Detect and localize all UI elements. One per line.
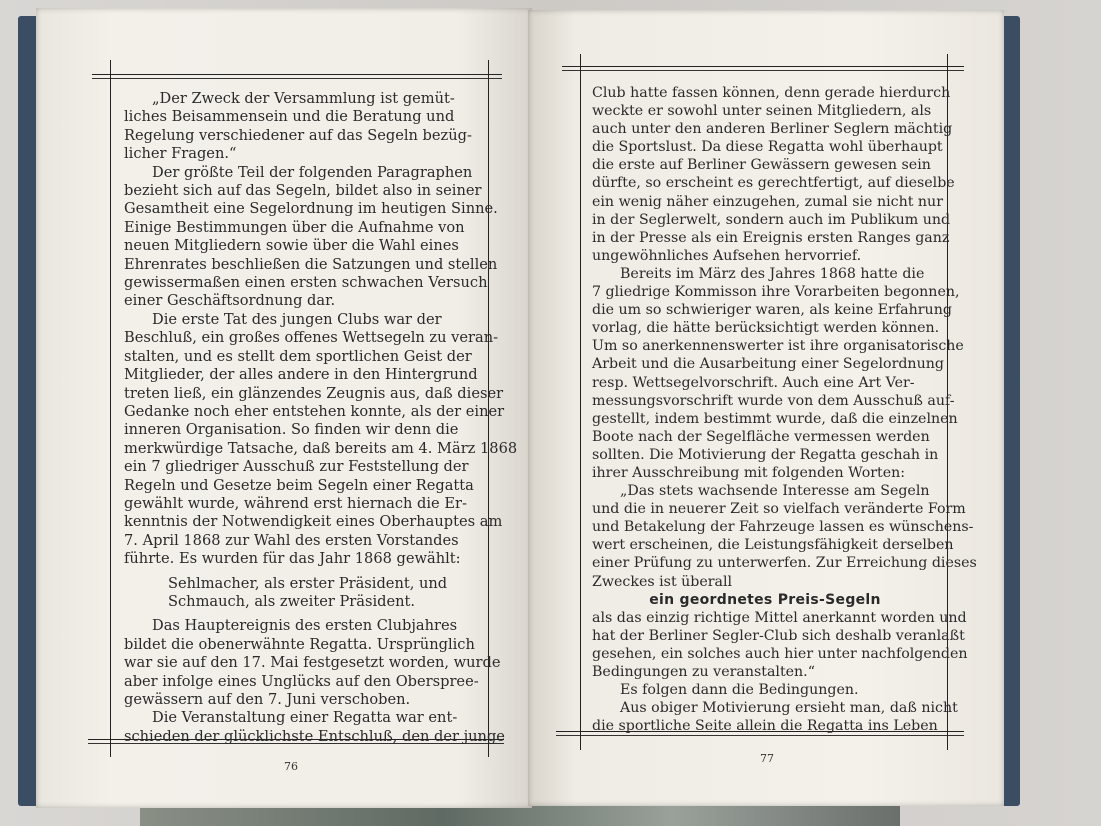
text-line: inneren Organisation. So finden wir denn die [124,421,459,439]
text-line: gestellt, indem bestimmt wurde, daß die einzelnen [592,410,958,427]
text-line: liches Beisammensein und die Beratung und [124,108,455,126]
text-line: treten ließ, ein glänzendes Zeugnis aus, daß dieser [124,384,504,402]
page-number-left: 76 [284,760,298,773]
text-line: „Das stets wachsende Interesse am Segeln [620,483,930,500]
text-line: Sehlmacher, als erster Präsident, und [168,574,448,592]
text-line: schieden der glücklichste Entschluß, den der junge [124,727,505,745]
text-line: Mitglieder, der alles andere in den Hintergrund [124,366,478,384]
text-line: Um so anerkennenswerter ist ihre organisatorische [592,338,964,355]
text-line: Es folgen dann die Bedingungen. [620,682,859,699]
text-line: Einige Bestimmungen über die Aufnahme von [124,218,465,236]
text-line: Club hatte fassen können, denn gerade hierdurch [592,85,951,101]
text-line: „Der Zweck der Versammlung ist gemüt- [152,90,455,107]
text-line: hat der Berliner Segler-Club sich deshalb veranlaßt [592,627,965,644]
text-line: Regelung verschiedener auf das Segeln bezüg- [124,126,472,144]
text-line: aber infolge eines Unglücks auf den Oberspree- [124,672,479,690]
page-number-right: 77 [760,752,774,765]
text-line: bezieht sich auf das Segeln, bildet also in seiner [124,182,482,200]
text-line: Beschluß, ein großes offenes Wettsegeln zu veran- [124,329,499,347]
text-line: ein 7 gliedriger Ausschuß zur Feststellung der [124,458,469,476]
text-line: die um so schwieriger waren, als keine Erfahrung [592,302,952,319]
text-line: war sie auf den 17. Mai festgesetzt worden, wurde [124,654,501,672]
text-line: Bereits im März des Jahres 1868 hatte die [620,265,925,282]
text-line: dürfte, so erscheint es gerechtfertigt, auf dieselbe [592,175,955,192]
text-line: die Sportslust. Da diese Regatta wohl überhaupt [592,139,943,156]
text-line: gewissermaßen einen ersten schwachen Versuch [124,274,488,292]
text-line: Regeln und Gesetze beim Segeln einer Regatta [124,476,474,494]
text-line: Die erste Tat des jungen Clubs war der [152,310,442,328]
text-line: auch unter den anderen Berliner Seglern mächtig [592,121,953,138]
text-line: Die Veranstaltung einer Regatta war ent- [152,709,458,727]
text-line: bildet die obenerwähnte Regatta. Ursprünglich [124,635,475,653]
emphasized-heading: ein geordnetes Preis-Segeln [649,591,881,608]
text-line: und die in neuerer Zeit so vielfach veränderte Form [592,501,966,518]
text-line: messungsvorschrift wurde von dem Ausschuß auf- [592,392,955,409]
text-line: einer Prüfung zu unterwerfen. Zur Erreichung dieses [592,555,977,572]
text-line: gewählt wurde, während erst hiernach die Er- [124,494,467,512]
text-line: merkwürdige Tatsache, daß bereits am 4. März 1868 [124,439,518,457]
text-line: und Betakelung der Fahrzeuge lassen es wünschens- [592,519,974,536]
text-line: die erste auf Berliner Gewässern gewesen sein [592,157,931,174]
text-line: ungewöhnliches Aufsehen hervorrief. [592,247,862,264]
text-line: führte. Es wurden für das Jahr 1868 gewählt: [124,550,461,568]
text-line: Ehrenrates beschließen die Satzungen und stellen [124,255,498,273]
text-line: 7 gliedrige Kommisson ihre Vorarbeiten begonnen, [592,284,960,301]
text-line: neuen Mitgliedern sowie über die Wahl eines [124,237,459,255]
text-line: resp. Wettsegelvorschrift. Auch eine Art Ver- [592,374,915,391]
text-line: sollten. Die Motivierung der Regatta geschah in [592,446,939,463]
text-line: Das Hauptereignis des ersten Clubjahres [152,617,458,635]
text-line: Gedanke noch eher entstehen konnte, als der einer [124,402,505,420]
text-line: einer Geschäftsordnung dar. [124,292,336,310]
text-line: als das einzig richtige Mittel anerkannt worden und [592,609,967,626]
text-line: licher Fragen.“ [124,145,237,163]
left-page-text [124,90,518,746]
text-line: Zweckes ist überall [592,573,733,590]
text-line: ein wenig näher einzugehen, zumal sie nicht nur [592,193,943,210]
text-line: weckte er sowohl unter seinen Mitgliedern, als [592,103,932,120]
text-line: Schmauch, als zweiter Präsident. [168,592,415,610]
text-line: Der größte Teil der folgenden Paragraphen [152,163,473,181]
text-line: in der Seglerwelt, sondern auch im Publikum und [592,211,951,228]
text-line: ihrer Ausschreibung mit folgenden Worten: [592,464,906,481]
text-line: Bedingungen zu veranstalten.“ [592,664,815,680]
text-line: Boote nach der Segelfläche vermessen werden [592,428,930,445]
text-line: 7. April 1868 zur Wahl des ersten Vorstandes [124,531,459,549]
text-line: stalten, und es stellt dem sportlichen Geist der [124,347,472,365]
text-line: vorlag, die hätte berücksichtigt werden können. [592,320,940,337]
text-line: in der Presse als ein Ereignis ersten Ranges ganz [592,229,950,246]
text-line: gewässern auf den 7. Juni verschoben. [124,691,411,708]
text-line: wert erscheinen, die Leistungsfähigkeit derselben [592,537,954,554]
text-line: kenntnis der Notwendigkeit eines Oberhauptes am [124,513,503,531]
text-line: gesehen, ein solches auch hier unter nachfolgenden [592,645,968,662]
right-page-text [592,84,977,735]
text-line: Gesamtheit eine Segelordnung im heutigen Sinne. [124,200,498,218]
text-line: Aus obiger Motivierung ersieht man, daß nicht [620,700,958,717]
text-line: Arbeit und die Ausarbeitung einer Segelordnung [592,356,944,373]
text-line: die sportliche Seite allein die Regatta ins Leben [592,718,938,735]
